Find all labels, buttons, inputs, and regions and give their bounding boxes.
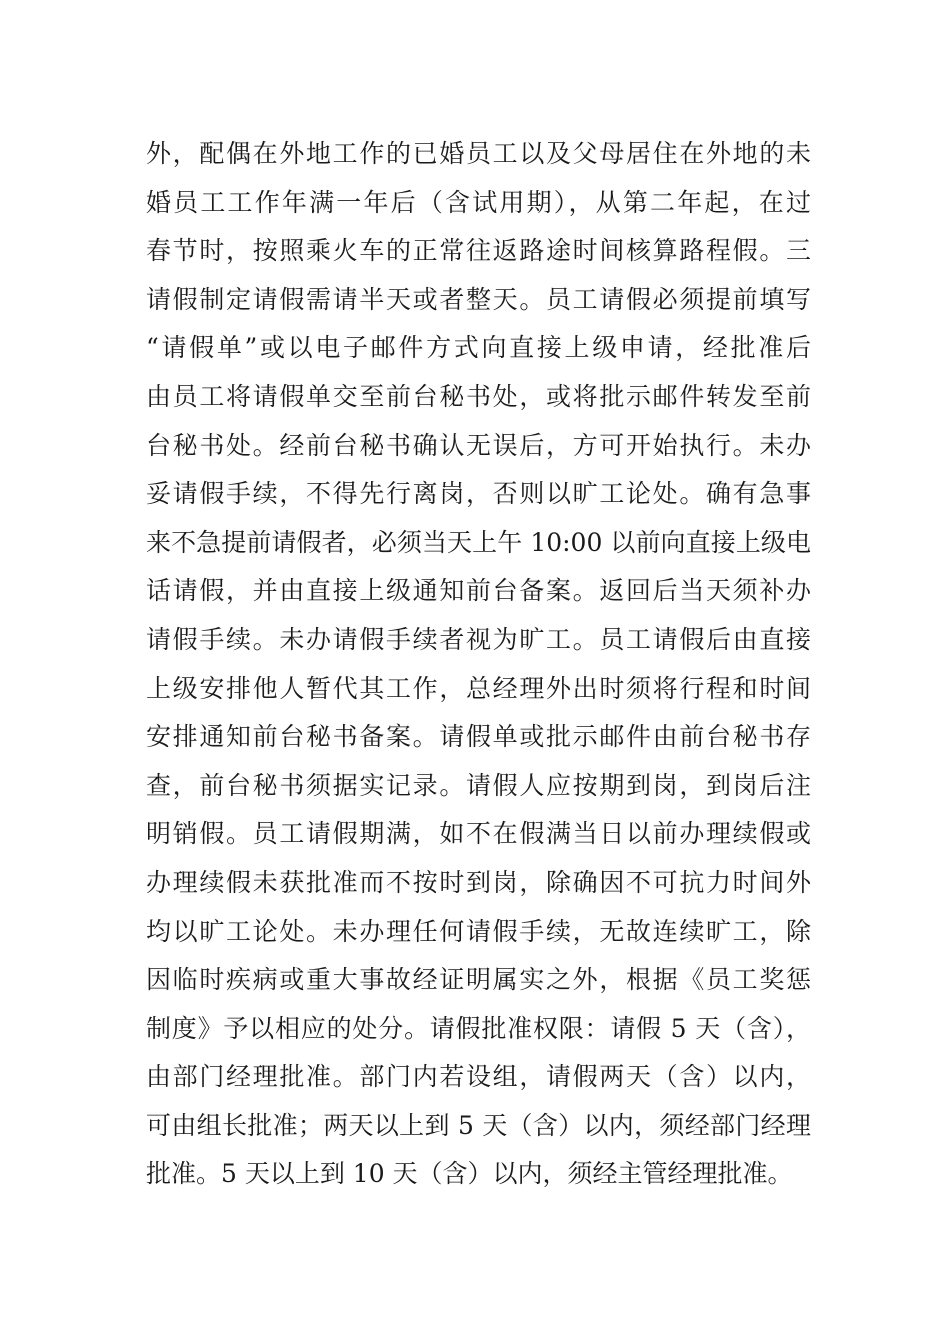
text-line: 婚员工工作年满一年后（含试用期），从第二年起，在过 <box>146 187 811 217</box>
text-line: 妥请假手续，不得先行离岗，否则以旷工论处。确有急事 <box>146 479 811 509</box>
text-line: 来不急提前请假者，必须当天上午 10:00 以前向直接上级电 <box>146 527 811 557</box>
text-line: 均以旷工论处。未办理任何请假手续，无故连续旷工，除 <box>146 916 811 946</box>
body-text <box>146 130 811 1199</box>
text-line: 批准。5 天以上到 10 天（含）以内，须经主管经理批准。 <box>146 1159 793 1189</box>
text-line: 由员工将请假单交至前台秘书处，或将批示邮件转发至前 <box>146 381 811 411</box>
text-line: “请假单”或以电子邮件方式向直接上级申请，经批准后 <box>146 333 811 363</box>
text-line: 办理续假未获批准而不按时到岗，除确因不可抗力时间外 <box>146 867 811 897</box>
text-line: 请假制定请假需请半天或者整天。员工请假必须提前填写 <box>146 284 811 314</box>
text-line: 安排通知前台秘书备案。请假单或批示邮件由前台秘书存 <box>146 722 811 752</box>
text-line: 因临时疾病或重大事故经证明属实之外，根据《员工奖惩 <box>146 965 811 995</box>
text-line: 请假手续。未办请假手续者视为旷工。员工请假后由直接 <box>146 624 811 654</box>
text-line: 台秘书处。经前台秘书确认无误后，方可开始执行。未办 <box>146 430 811 460</box>
text-line: 外，配偶在外地工作的已婚员工以及父母居住在外地的未 <box>146 139 811 168</box>
text-line: 上级安排他人暂代其工作，总经理外出时须将行程和时间 <box>146 673 811 703</box>
text-line: 话请假，并由直接上级通知前台备案。返回后当天须补办 <box>146 576 811 606</box>
text-line: 明销假。员工请假期满，如不在假满当日以前办理续假或 <box>146 819 811 849</box>
text-line: 查，前台秘书须据实记录。请假人应按期到岗，到岗后注 <box>146 770 811 800</box>
text-line: 由部门经理批准。部门内若设组，请假两天（含）以内， <box>146 1062 811 1092</box>
text-line: 春节时，按照乘火车的正常往返路途时间核算路程假。三 <box>146 236 811 266</box>
text-line: 制度》予以相应的处分。请假批准权限：请假 5 天（含）， <box>146 1013 811 1043</box>
text-line: 可由组长批准；两天以上到 5 天（含）以内，须经部门经理 <box>146 1110 811 1140</box>
